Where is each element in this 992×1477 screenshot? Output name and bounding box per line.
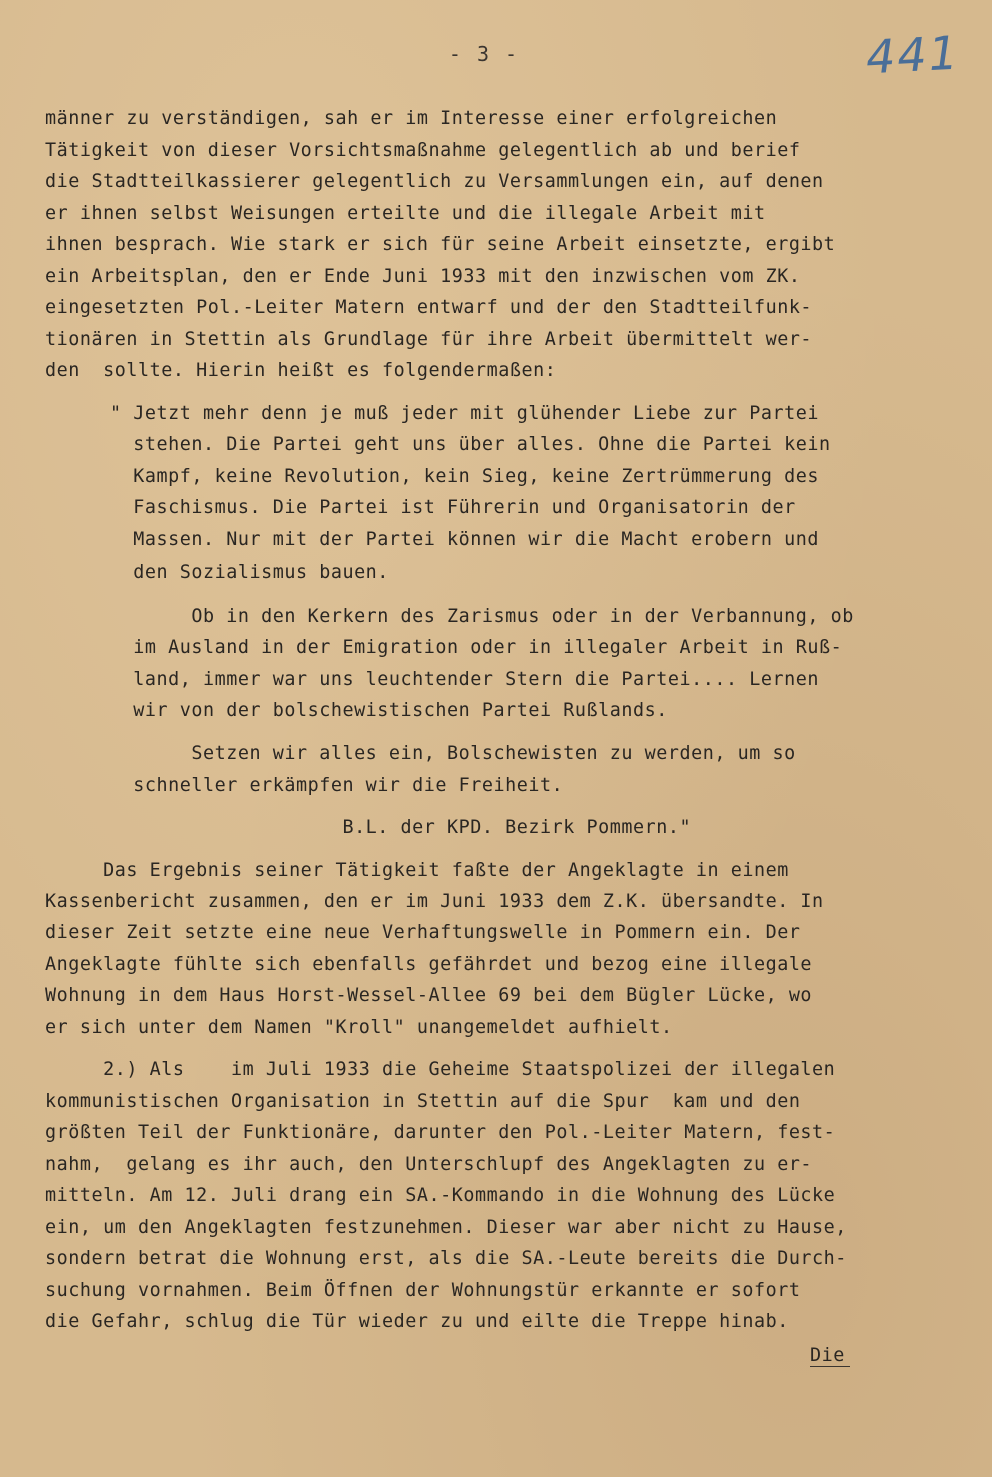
quote-line: Faschismus. Die Partei ist Führerin und Organisatorin der <box>110 497 796 518</box>
text-line: er ihnen selbst Weisungen erteilte und die illegale Arbeit mit <box>45 203 766 224</box>
text-line: er sich unter dem Namen "Kroll" unangemeldet aufhielt. <box>45 1017 673 1038</box>
text-line: kommunistischen Organisation in Stettin auf die Spur kam und den <box>45 1091 801 1112</box>
text-line: suchung vornahmen. Beim Öffnen der Wohnungstür erkannte er sofort <box>45 1280 801 1301</box>
archive-number: 441 <box>864 25 962 85</box>
text-line: Angeklagte fühlte sich ebenfalls gefährdet und bezog eine illegale <box>45 954 813 975</box>
quote-line: land, immer war uns leuchtender Stern die Partei.... Lernen <box>110 669 819 690</box>
quote-line: wir von der bolschewistischen Partei Rußlands. <box>110 700 668 721</box>
quote-line: " Jetzt mehr denn je muß jeder mit glühender Liebe zur Partei <box>110 403 819 424</box>
text-line: 2.) Als im Juli 1933 die Geheime Staatspolizei der illegalen <box>45 1059 836 1080</box>
quote-line: Setzen wir alles ein, Bolschewisten zu werden, um so <box>110 743 796 764</box>
quote-line: schneller erkämpfen wir die Freiheit. <box>110 775 564 796</box>
page-number: - 3 - <box>448 42 520 66</box>
quote-line: Kampf, keine Revolution, kein Sieg, keine Zertrümmerung des <box>110 466 819 487</box>
text-line: Das Ergebnis seiner Tätigkeit faßte der Angeklagte in einem <box>45 860 789 881</box>
text-line: die Stadtteilkassierer gelegentlich zu Versammlungen ein, auf denen <box>45 171 824 192</box>
text-line: größten Teil der Funktionäre, darunter den Pol.-Leiter Matern, fest- <box>45 1122 836 1143</box>
quote-line: Ob in den Kerkern des Zarismus oder in der Verbannung, ob <box>110 606 854 627</box>
quote-signature: B.L. der KPD. Bezirk Pommern." <box>110 817 692 838</box>
text-line: eingesetzten Pol.-Leiter Matern entwarf und der den Stadtteilfunk- <box>45 297 813 318</box>
quote-line: stehen. Die Partei geht uns über alles. Ohne die Partei kein <box>110 434 831 455</box>
text-line: Tätigkeit von dieser Vorsichtsmaßnahme gelegentlich ab und berief <box>45 140 801 161</box>
text-line: mitteln. Am 12. Juli drang ein SA.-Kommando in die Wohnung des Lücke <box>45 1185 836 1206</box>
catchword: Die <box>810 1345 845 1366</box>
catchword-underline <box>810 1366 850 1367</box>
text-line: tionären in Stettin als Grundlage für ihre Arbeit übermittelt wer- <box>45 329 813 350</box>
quote-line: den Sozialismus bauen. <box>110 562 389 583</box>
text-line: die Gefahr, schlug die Tür wieder zu und eilte die Treppe hinab. <box>45 1311 789 1332</box>
text-line: ein Arbeitsplan, den er Ende Juni 1933 mit den inzwischen vom ZK. <box>45 266 801 287</box>
text-line: Kassenbericht zusammen, den er im Juni 1933 dem Z.K. übersandte. In <box>45 891 824 912</box>
text-line: sondern betrat die Wohnung erst, als die SA.-Leute bereits die Durch- <box>45 1248 847 1269</box>
text-line: dieser Zeit setzte eine neue Verhaftungswelle in Pommern ein. Der <box>45 922 801 943</box>
quote-line: im Ausland in der Emigration oder in illegaler Arbeit in Ruß- <box>110 637 843 658</box>
text-line: ihnen besprach. Wie stark er sich für seine Arbeit einsetzte, ergibt <box>45 234 836 255</box>
quote-line: Massen. Nur mit der Partei können wir die Macht erobern und <box>110 529 819 550</box>
text-line: männer zu verständigen, sah er im Interesse einer erfolgreichen <box>45 108 778 129</box>
text-line: nahm, gelang es ihr auch, den Unterschlupf des Angeklagten zu er- <box>45 1154 813 1175</box>
text-line: ein, um den Angeklagten festzunehmen. Dieser war aber nicht zu Hause, <box>45 1217 847 1238</box>
text-line: Wohnung in dem Haus Horst-Wessel-Allee 69 bei dem Bügler Lücke, wo <box>45 985 813 1006</box>
text-line: den sollte. Hierin heißt es folgendermaßen: <box>45 360 557 381</box>
